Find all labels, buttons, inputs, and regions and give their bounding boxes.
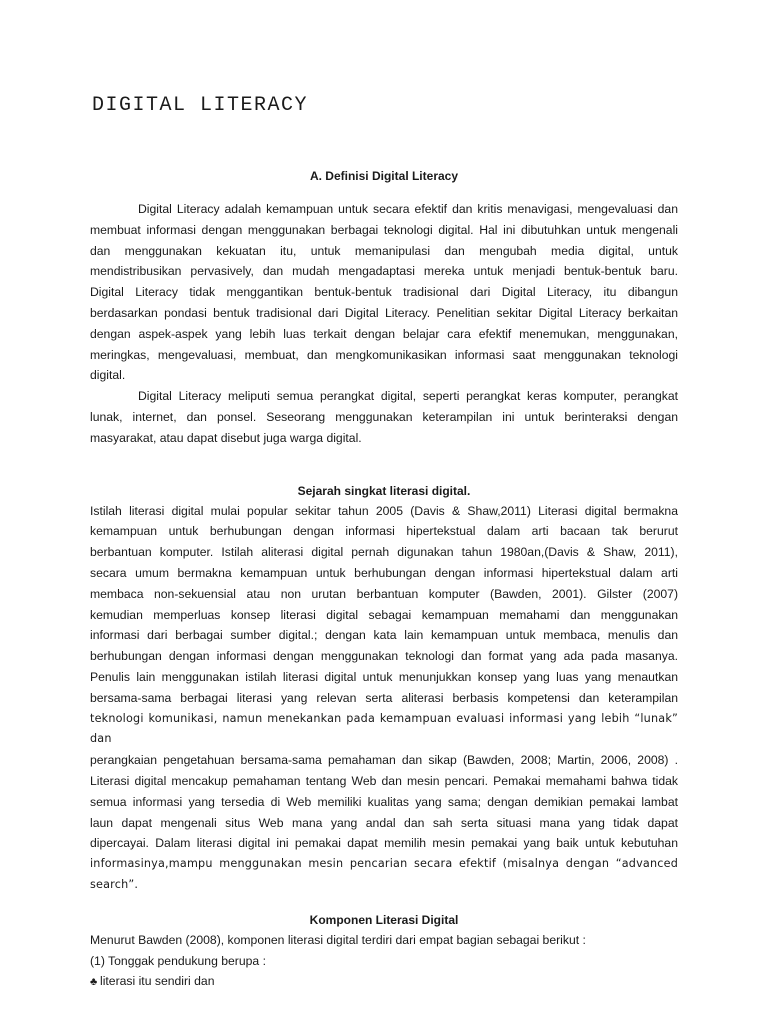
- section-heading-history: Sejarah singkat literasi digital.: [297, 483, 471, 498]
- bullet-item: [90, 971, 678, 993]
- text-line: digital.: [90, 368, 126, 383]
- paragraph-definition-1: [90, 199, 678, 386]
- bullet-text: literasi itu sendiri dan: [100, 974, 215, 989]
- text-line: perangkaian pengetahuan bersama-sama pemahaman dan sikap (Bawden, 2008; Martin, 2006, 2008) .: [90, 753, 678, 768]
- section-heading-definition: A. Definisi Digital Literacy: [309, 169, 459, 183]
- text-line: kemampuan untuk berhubungan dengan informasi hipertekstual dalam arti bacaan tak berurut: [90, 524, 678, 539]
- text-line: dengan aspek-aspek yang lebih luas terkait dengan belajar cara efektif menemukan, menggunakan,: [90, 326, 678, 341]
- text-line: kemudian memperluas konsep literasi digital sebagai kemampuan memahami dan menggunakan: [90, 607, 678, 622]
- text-line: Digital Literacy meliputi semua perangkat digital, seperti perangkat keras komputer, perangkat: [138, 389, 678, 404]
- paragraph-components-intro: Menurut Bawden (2008), komponen literasi digital terdiri dari empat bagian sebagai berikut :: [90, 932, 586, 947]
- text-line: membuat informasi dengan menggunakan berbagai teknologi digital. Hal ini dibutuhkan untuk mengenali: [90, 222, 678, 237]
- list-item-pillar-1: (1) Tonggak pendukung berupa :: [90, 953, 266, 968]
- text-line: Penulis lain menggunakan istilah literasi digital untuk menunjukkan konsep yang luas yang menautkan: [90, 669, 678, 684]
- section-heading-components: Komponen Literasi Digital: [309, 912, 459, 927]
- text-line: berdasarkan pondasi bentuk tradisional dari Digital Literacy. Penelitian sekitar Digital Literacy berkaitan: [90, 305, 678, 320]
- text-line: Digital Literacy tidak menggantikan bentuk-bentuk tradisional dari Digital Literacy, itu dibangun: [90, 285, 678, 300]
- text-line: berhubungan dengan informasi dengan menggunakan teknologi dan format yang ada pada masanya.: [90, 649, 678, 664]
- text-line: bersama-sama berbagai literasi yang relevan serta aliterasi berbasis kompetensi dan keterampilan: [90, 690, 678, 705]
- text-line: dan menggunakan kekuatan itu, untuk memanipulasi dan mengubah media digital, untuk: [90, 243, 678, 258]
- text-line: membaca non-sekuensial atau non urutan berbantuan komputer (Bawden, 2001). Gilster (2007): [90, 586, 678, 601]
- text-line: secara umum bermakna kemampuan untuk berhubungan dengan informasi hipertekstual dalam arti: [90, 565, 678, 580]
- text-line: Istilah literasi digital mulai popular sekitar tahun 2005 (Davis & Shaw,2011) Literasi digital bermakna: [90, 503, 678, 518]
- text-line: berbantuan komputer. Istilah aliterasi digital pernah digunakan tahun 1980an,(Davis & Shaw, 2011),: [90, 545, 678, 560]
- text-line: dipercayai. Dalam literasi digital ini pemakai dapat memilih mesin pemakai yang baik untuk kebutuhan: [90, 836, 678, 851]
- text-line: Literasi digital mencakup pemahaman tentang Web dan mesin pencari. Pemakai memahami bahwa tidak: [90, 773, 678, 788]
- text-line: meringkas, mengevaluasi, membuat, dan mengkomunikasikan informasi saat menggunakan teknologi: [90, 347, 678, 362]
- text-line: lunak, internet, dan ponsel. Seseorang menggunakan keterampilan ini untuk berinteraksi dengan: [90, 409, 678, 424]
- text-line: laun dapat mengenali situs Web mana yang andal dan sah serta situasi mana yang tidak dapat: [90, 815, 678, 830]
- text-line: informasi dari berbagai sumber digital.; dengan kata lain kemampuan untuk membaca, menulis dan: [90, 628, 678, 643]
- text-line: semua informasi yang tersedia di Web memiliki kualitas yang sama; dengan demikian pemakai lambat: [90, 794, 678, 809]
- text-line: teknologi komunikasi, namun menekankan pada kemampuan evaluasi informasi yang lebih “lunak” dan: [90, 711, 678, 746]
- text-line: informasinya,mampu menggunakan mesin pencarian secara efektif (misalnya dengan “advanced search”.: [90, 857, 678, 891]
- paragraph-definition-2: [90, 386, 678, 448]
- paragraph-history: [90, 501, 678, 896]
- club-bullet-icon: ♣: [90, 976, 98, 989]
- document-title: DIGITAL LITERACY: [92, 94, 309, 117]
- text-line: Digital Literacy adalah kemampuan untuk secara efektif dan kritis menavigasi, mengevaluasi dan: [138, 202, 678, 216]
- text-line: masyarakat, atau dapat disebut juga warga digital.: [90, 430, 362, 445]
- text-line: mendistribusikan pervasively, dan mudah mengadaptasi mereka untuk menjadi bentuk-bentuk baru.: [90, 264, 678, 279]
